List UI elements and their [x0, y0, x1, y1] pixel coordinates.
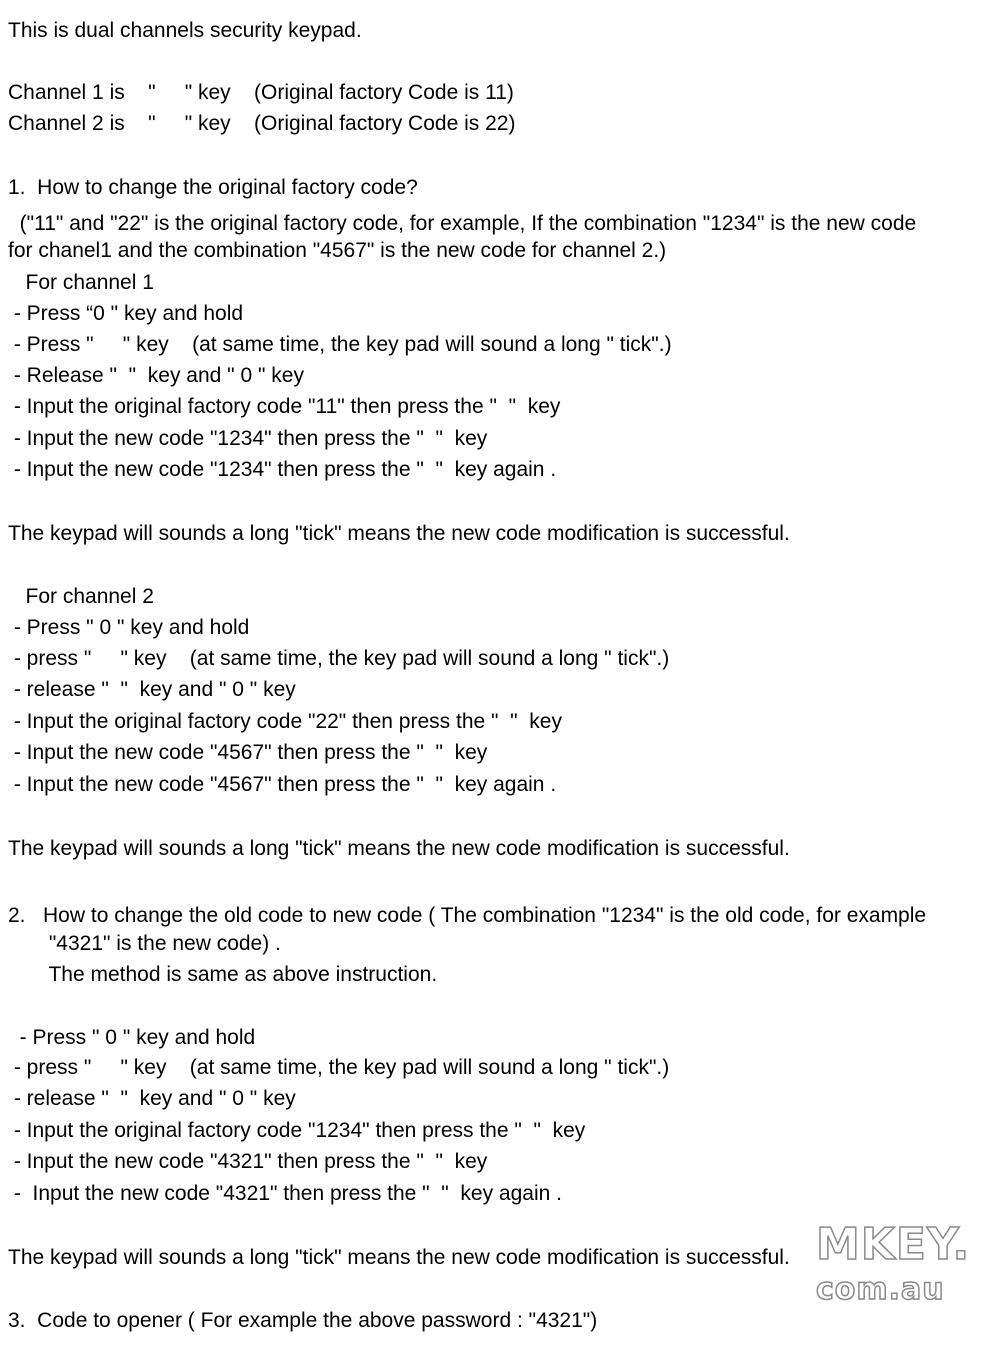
channel-1-step-5: - Input the new code "1234" then press the " " key — [8, 427, 488, 450]
section-2-step-4: - Input the original factory code "1234" then press the " " key — [8, 1119, 586, 1142]
section-2-step-2: - press " " key (at same time, the key pad will sound a long " tick".) — [8, 1056, 670, 1079]
section-2-method-note: The method is same as above instruction. — [8, 963, 438, 986]
channel-1-step-4: - Input the original factory code "11" then press the " " key — [8, 395, 561, 418]
section-2-step-6: - Input the new code "4321" then press the " " key again . — [8, 1182, 562, 1205]
section-2-step-3: - release " " key and " 0 " key — [8, 1087, 296, 1110]
watermark-logo-line-2: com.au — [816, 1272, 945, 1307]
section-2-step-1: - Press " 0 " key and hold — [8, 1026, 256, 1049]
section-2-result: The keypad will sounds a long "tick" means the new code modification is successful. — [8, 1246, 790, 1269]
watermark-logo-line-1: MKEY. — [816, 1219, 971, 1270]
channel-2-step-1: - Press " 0 " key and hold — [8, 616, 250, 639]
channel-2-result: The keypad will sounds a long "tick" means the new code modification is successful. — [8, 837, 790, 860]
channel-1-subheading: For channel 1 — [8, 271, 154, 294]
channel-1-step-2: - Press " " key (at same time, the key pad will sound a long " tick".) — [8, 333, 672, 356]
channel-1-step-1: - Press “0 " key and hold — [8, 302, 244, 325]
channel-1-line: Channel 1 is " " key (Original factory Code is 11) — [8, 81, 514, 104]
section-2-heading-line-2: "4321" is the new code) . — [8, 932, 281, 955]
channel-2-line: Channel 2 is " " key (Original factory Code is 22) — [8, 112, 516, 135]
section-2-heading-line-1: 2. How to change the old code to new code ( The combination "1234" is the old code, for example — [8, 904, 927, 927]
channel-2-step-4: - Input the original factory code "22" then press the " " key — [8, 710, 562, 733]
intro-text: This is dual channels security keypad. — [8, 19, 362, 42]
section-1-heading: 1. How to change the original factory code? — [8, 176, 418, 199]
channel-1-step-6: - Input the new code "1234" then press the " " key again . — [8, 458, 557, 481]
section-2-step-5: - Input the new code "4321" then press the " " key — [8, 1150, 488, 1173]
channel-2-step-2: - press " " key (at same time, the key pad will sound a long " tick".) — [8, 647, 670, 670]
channel-2-subheading: For channel 2 — [8, 585, 154, 608]
section-1-note-line-1: ("11" and "22" is the original factory code, for example, If the combination "1234" is the new code — [8, 212, 917, 235]
channel-2-step-6: - Input the new code "4567" then press the " " key again . — [8, 773, 557, 796]
channel-2-step-5: - Input the new code "4567" then press the " " key — [8, 741, 488, 764]
section-1-note-line-2: for chanel1 and the combination "4567" is the new code for channel 2.) — [8, 239, 667, 262]
channel-1-step-3: - Release " " key and " 0 " key — [8, 364, 304, 387]
section-3-heading: 3. Code to opener ( For example the above password : "4321") — [8, 1309, 598, 1332]
channel-1-result: The keypad will sounds a long "tick" means the new code modification is successful. — [8, 522, 790, 545]
channel-2-step-3: - release " " key and " 0 " key — [8, 678, 296, 701]
